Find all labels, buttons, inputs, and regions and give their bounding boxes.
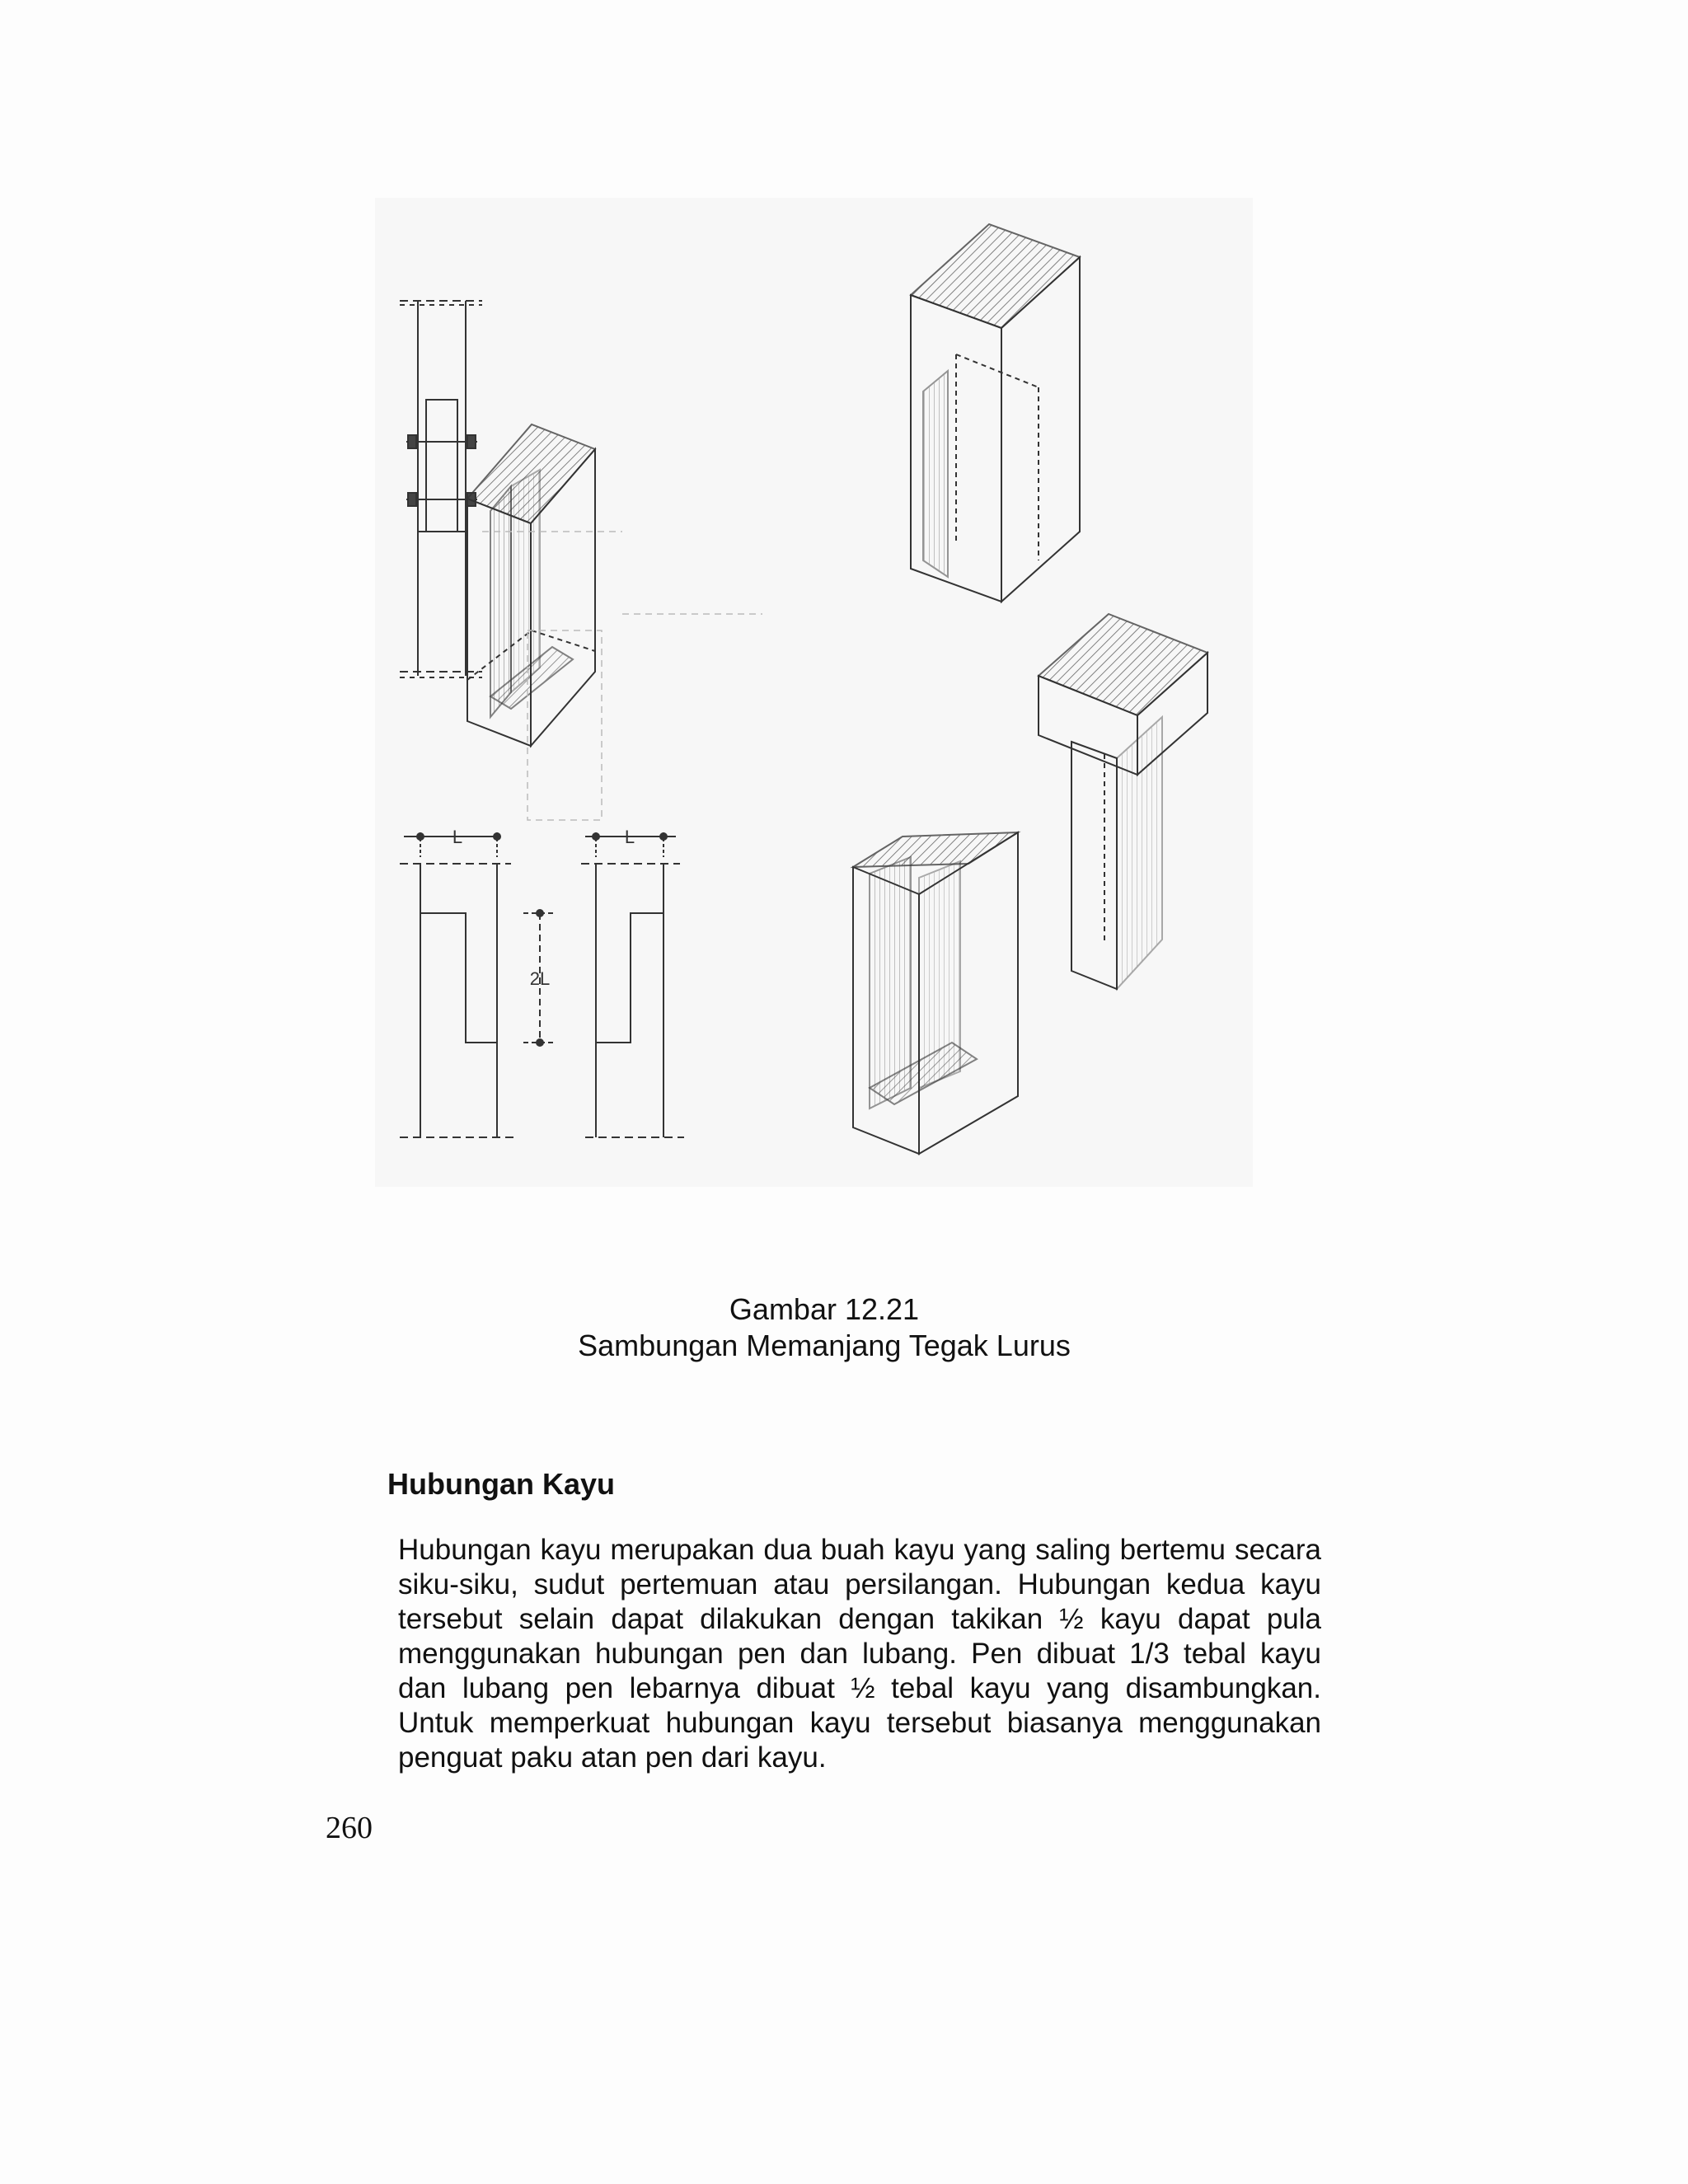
figure-caption: Sambungan Memanjang Tegak Lurus xyxy=(578,1329,1071,1362)
bolted-joint-elevation xyxy=(400,301,482,677)
dim-label-2l: 2L xyxy=(529,968,551,989)
dim-label-l-right: L xyxy=(624,827,635,847)
body-paragraph: Hubungan kayu merupakan dua buah kayu yang saling bertemu secara siku-siku, sudut pertemuan atau persilangan. Hubungan kedua kayu tersebut selain dapat dilakukan dengan takikan ½ kayu dapat pula menggunakan hubungan pen dan lubang. Pen dibuat 1/3 tebal kayu dan lubang pen lebarnya dibuat ½ tebal kayu yang disambungkan. Untuk memperkuat hubungan kayu tersebut biasanya menggunakan penguat paku atan pen dari kayu. xyxy=(398,1534,1321,1774)
isometric-block-slotted-left xyxy=(467,424,595,746)
figure-number: Gambar 12.21 xyxy=(729,1292,920,1326)
page-number: 260 xyxy=(326,1811,373,1845)
joint-drawing xyxy=(375,198,1253,1187)
lap-elevation-right xyxy=(581,832,684,1137)
isometric-block-slotted-bottom xyxy=(853,832,1018,1154)
isometric-block-tenon-right xyxy=(1039,614,1207,989)
lap-elevation-left xyxy=(400,832,515,1137)
isometric-block-u-top xyxy=(911,224,1080,602)
section-heading: Hubungan Kayu xyxy=(387,1467,615,1501)
joint-figure xyxy=(375,198,1253,1187)
dim-label-l-left: L xyxy=(452,827,463,847)
